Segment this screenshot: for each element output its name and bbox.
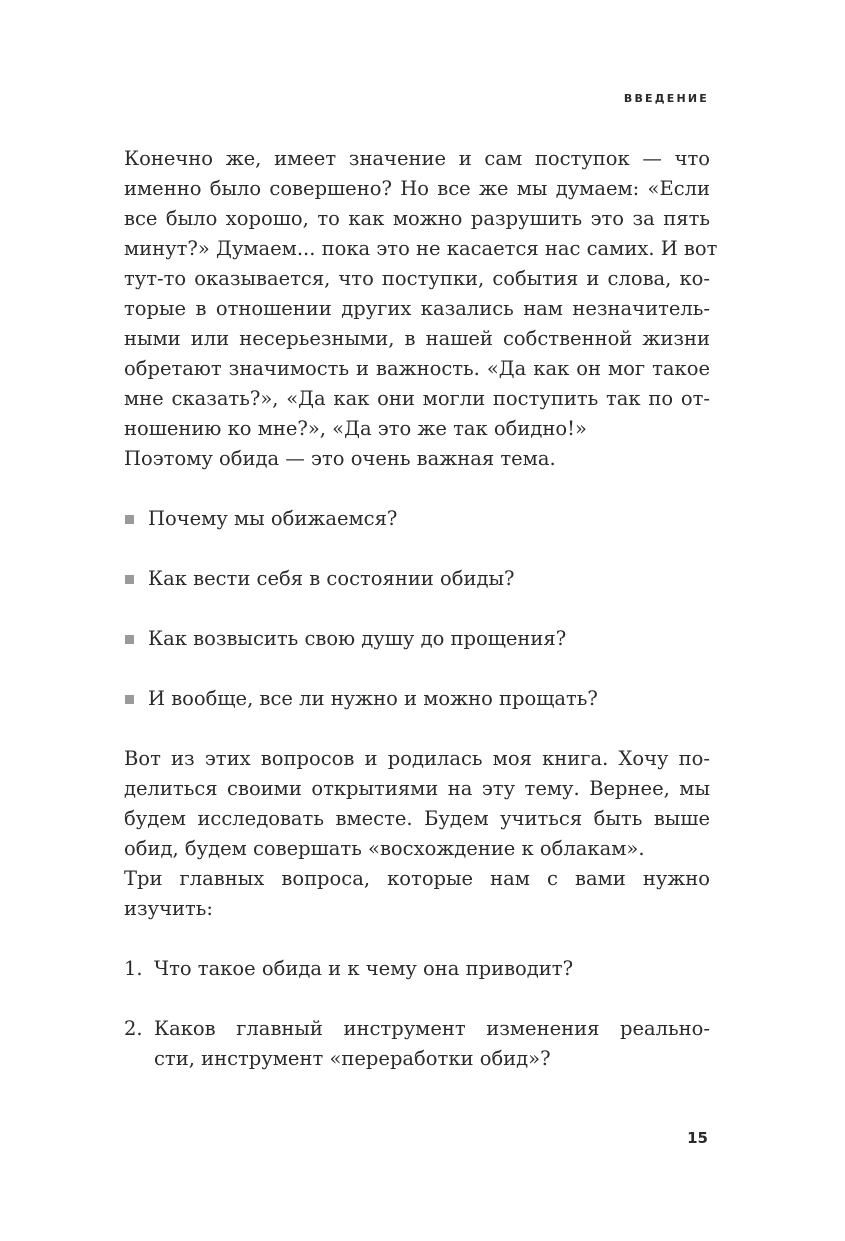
paragraph-line: Поэтому обида — это очень важная тема.: [124, 447, 556, 470]
list-item: [124, 564, 710, 594]
list-item-text: сти, инструмент «переработки обид»?: [154, 1047, 551, 1070]
paragraph-line: тут-то оказывается, что поступки, события и слова, ко-: [124, 267, 710, 290]
paragraph-line: минут?» Думаем... пока это не касается нас самих. И вот: [124, 237, 718, 260]
paragraph-line: будем исследовать вместе. Будем учиться быть выше: [124, 807, 710, 830]
paragraph-4: [124, 864, 710, 924]
paragraph-line: торые в отношении других казались нам незначитель-: [124, 297, 710, 320]
paragraph-line: ными или несерьезными, в нашей собственной жизни: [124, 327, 710, 350]
paragraph-line: ношению ко мне?», «Да это же так обидно!»: [124, 417, 587, 440]
running-head: ВВЕДЕНИЕ: [623, 92, 709, 105]
numbered-list: [124, 954, 710, 1074]
list-item: [124, 684, 710, 714]
text-flow: [124, 144, 718, 1074]
list-item-text: Каков главный инструмент изменения реально-: [154, 1017, 710, 1040]
paragraph-line: Три главных вопроса, которые нам с вами нужно: [124, 867, 710, 890]
paragraph-line: Вот из этих вопросов и родилась моя книга. Хочу по-: [124, 747, 710, 770]
paragraph-line: Конечно же, имеет значение и сам поступок — что: [124, 147, 710, 170]
paragraph-line: именно было совершено? Но все же мы думаем: «Если: [124, 177, 710, 200]
paragraph-line: все было хорошо, то как можно разрушить это за пять: [124, 207, 710, 230]
paragraph-line: обид, будем совершать «восхождение к облакам».: [124, 837, 645, 860]
square-bullet-icon: [125, 635, 134, 644]
paragraph-1: [124, 144, 718, 444]
list-number: 1.: [124, 957, 143, 980]
square-bullet-icon: [125, 515, 134, 524]
paragraph-line: делиться своими открытиями на эту тему. Вернее, мы: [124, 777, 710, 800]
square-bullet-icon: [125, 575, 134, 584]
list-item-text: Что такое обида и к чему она приводит?: [154, 957, 574, 980]
paragraph-2: [124, 444, 710, 474]
page-number: 15: [687, 1129, 708, 1147]
list-item: [124, 624, 710, 654]
list-item: [124, 504, 710, 534]
paragraph-line: изучить:: [124, 897, 213, 920]
list-number: 2.: [124, 1017, 143, 1040]
list-item-text: И вообще, все ли нужно и можно прощать?: [148, 687, 598, 710]
list-item-text: Как возвысить свою душу до прощения?: [148, 627, 567, 650]
square-bullet-icon: [125, 695, 134, 704]
paragraph-line: мне сказать?», «Да как они могли поступить так по от-: [124, 387, 710, 410]
list-item-text: Как вести себя в состоянии обиды?: [148, 567, 515, 590]
list-item-text: Почему мы обижаемся?: [148, 507, 398, 530]
list-item: [124, 1014, 710, 1074]
list-item: [124, 954, 710, 984]
paragraph-3: [124, 744, 710, 864]
bullet-list: [124, 504, 710, 714]
paragraph-line: обретают значимость и важность. «Да как он мог такое: [124, 357, 710, 380]
